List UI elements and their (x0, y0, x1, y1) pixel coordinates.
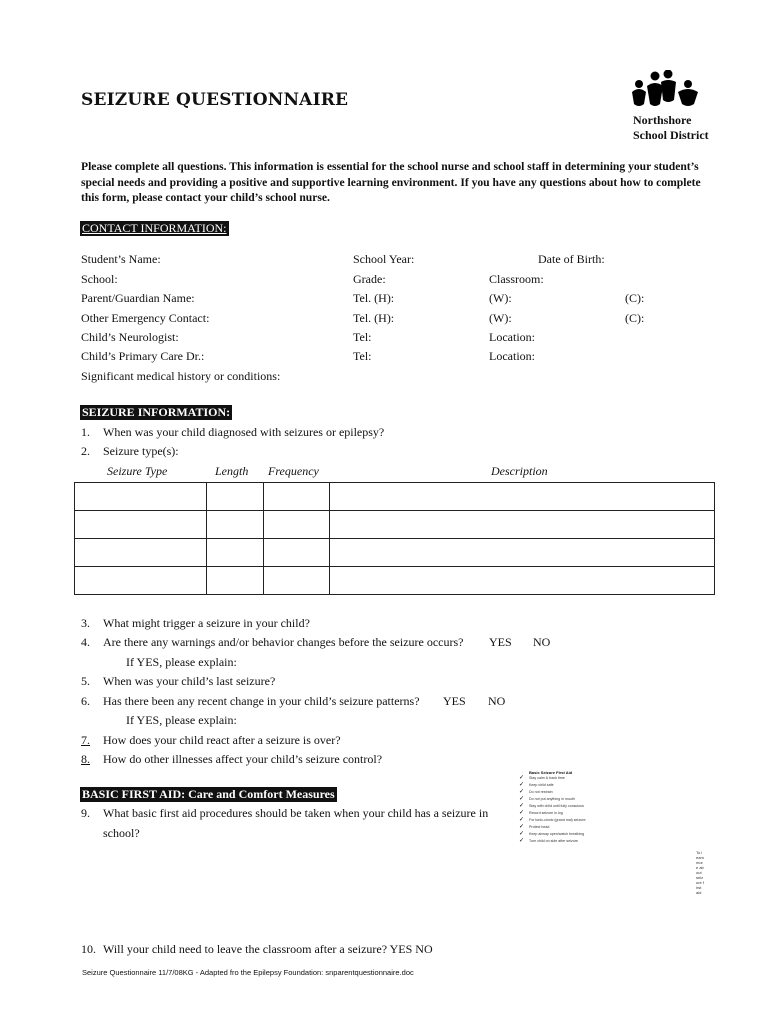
school-year-label: School Year: (353, 252, 415, 266)
column-description: Description (491, 464, 548, 478)
grade-label: Grade: (353, 272, 386, 286)
list-item (519, 831, 627, 838)
question-6-no-option[interactable]: NO (488, 694, 506, 708)
district-line2: School District (633, 128, 709, 142)
parent-tel-cell-label: (C): (625, 291, 645, 305)
question-10-no-option[interactable]: NO (415, 942, 433, 956)
list-item (519, 789, 627, 796)
question-6-text: Has there been any recent change in your child’s seizure patterns? (103, 694, 420, 708)
question-4 (81, 635, 464, 650)
question-10-text: Will your child need to leave the classroom after a seizure? (103, 942, 388, 956)
question-6 (81, 694, 420, 709)
description-cell[interactable] (330, 539, 715, 567)
question-4-yes-option[interactable]: YES (489, 635, 512, 649)
frequency-cell[interactable] (264, 539, 330, 567)
seizure-type-table (74, 482, 715, 595)
list-item (519, 824, 627, 831)
list-item-text: Do not put anything in mouth (529, 797, 575, 801)
list-item-text: Protect head (529, 825, 550, 829)
description-cell[interactable] (330, 567, 715, 595)
parent-label: Parent/Guardian Name: (81, 291, 195, 305)
school-label: School: (81, 272, 118, 286)
question-2-number: 2. (81, 444, 90, 458)
list-item (519, 838, 627, 845)
list-item-text: Stay calm & track time (529, 776, 565, 780)
question-6-number: 6. (81, 694, 90, 708)
first-aid-checklist (519, 770, 627, 848)
question-10-yes-option[interactable]: YES (389, 942, 413, 956)
list-item (519, 796, 627, 803)
footer-note: Seizure Questionnaire 11/7/08KG - Adapted fro the Epilepsy Foundation: snparentquestionnaire.doc (82, 968, 414, 977)
column-length: Length (215, 464, 249, 478)
question-9 (81, 806, 488, 821)
question-4-no-option[interactable]: NO (533, 635, 551, 649)
emergency-contact-label: Other Emergency Contact: (81, 311, 210, 325)
district-line1: Northshore (633, 113, 692, 127)
emergency-tel-cell-label: (C): (625, 311, 645, 325)
classroom-label: Classroom: (489, 272, 544, 286)
question-4-explain-label: If YES, please explain: (126, 655, 237, 669)
question-10-number: 10. (81, 942, 96, 956)
checkmark-icon: ✓ (519, 824, 525, 830)
neurologist-label: Child’s Neurologist: (81, 330, 179, 344)
frequency-cell[interactable] (264, 483, 330, 511)
question-10 (81, 942, 433, 957)
seizure-type-cell[interactable] (75, 511, 207, 539)
checkmark-icon: ✓ (519, 817, 525, 823)
length-cell[interactable] (207, 567, 264, 595)
seizure-heading: SEIZURE INFORMATION: (82, 405, 231, 419)
question-5 (81, 674, 275, 689)
list-item-text: Do not restrain (529, 790, 553, 794)
table-row (75, 483, 715, 511)
primary-care-label: Child’s Primary Care Dr.: (81, 349, 205, 363)
seizure-type-cell[interactable] (75, 539, 207, 567)
question-1 (81, 425, 384, 440)
question-1-text: When was your child diagnosed with seizures or epilepsy? (103, 425, 385, 439)
question-4-text: Are there any warnings and/or behavior changes before the seizure occurs? (103, 635, 464, 649)
question-8 (81, 752, 382, 767)
neurologist-location-label: Location: (489, 330, 535, 344)
neurologist-tel-label: Tel: (353, 330, 372, 344)
question-7-number: 7. (81, 733, 90, 747)
checkmark-icon: ✓ (519, 810, 525, 816)
contact-heading: CONTACT INFORMATION: (82, 221, 227, 235)
list-item (519, 817, 627, 824)
intro-paragraph: Please complete all questions. This information is essential for the school nurse and school staff in determining your student’s special needs and providing a positive and supportive learning environment. If you have any questions about how to complete this form, please contact your child’s school nurse. (81, 160, 701, 204)
list-item-text: Keep child safe (529, 783, 554, 787)
checkmark-icon: ✓ (519, 775, 525, 781)
seizure-type-cell[interactable] (75, 483, 207, 511)
list-item-text: Turn child on side after seizure (529, 839, 579, 843)
primary-care-location-label: Location: (489, 349, 535, 363)
parent-tel-work-label: (W): (489, 291, 512, 305)
frequency-cell[interactable] (264, 567, 330, 595)
list-item-text: Record seizure in log (529, 811, 563, 815)
list-item-text: Keep airway open/watch breathing (529, 832, 585, 836)
checkmark-icon: ✓ (519, 796, 525, 802)
list-item-text: For tonic-clonic (grand mal) seizure: (529, 818, 587, 822)
page-title: SEIZURE QUESTIONNAIRE (81, 90, 349, 110)
seizure-type-cell[interactable] (75, 567, 207, 595)
question-7 (81, 733, 341, 748)
district-name (633, 113, 709, 143)
question-9-text: What basic first aid procedures should be taken when your child has a seizure in (103, 806, 489, 820)
first-aid-checklist-title: Basic Seizure First Aid (529, 770, 573, 775)
frequency-cell[interactable] (264, 511, 330, 539)
question-7-text: How does your child react after a seizure is over? (103, 733, 341, 747)
question-3-text: What might trigger a seizure in your child? (103, 616, 310, 630)
question-3-number: 3. (81, 616, 90, 630)
parent-tel-home-label: Tel. (H): (353, 291, 395, 305)
question-1-number: 1. (81, 425, 90, 439)
length-cell[interactable] (207, 483, 264, 511)
question-8-number: 8. (81, 752, 90, 766)
list-item-text: Stay with child until fully conscious (529, 804, 584, 808)
emergency-tel-home-label: Tel. (H): (353, 311, 395, 325)
question-2 (81, 444, 179, 459)
question-5-number: 5. (81, 674, 90, 688)
column-frequency: Frequency (268, 464, 319, 478)
table-row (75, 511, 715, 539)
list-item (519, 782, 627, 789)
question-3 (81, 616, 310, 631)
checkmark-icon: ✓ (519, 782, 525, 788)
checkmark-icon: ✓ (519, 831, 525, 837)
list-item (519, 803, 627, 810)
medical-history-label: Significant medical history or conditions: (81, 369, 281, 383)
length-cell[interactable] (207, 539, 264, 567)
dob-label: Date of Birth: (538, 252, 605, 266)
table-row (75, 539, 715, 567)
description-cell[interactable] (330, 511, 715, 539)
district-logo (630, 70, 700, 112)
length-cell[interactable] (207, 511, 264, 539)
vertical-side-text: To learn more about seizure first aid (696, 850, 705, 895)
question-2-text: Seizure type(s): (103, 444, 179, 458)
checkmark-icon: ✓ (519, 789, 525, 795)
question-6-yes-option[interactable]: YES (443, 694, 466, 708)
column-seizure-type: Seizure Type (107, 464, 168, 478)
checkmark-icon: ✓ (519, 838, 525, 844)
description-cell[interactable] (330, 483, 715, 511)
first-aid-heading: BASIC FIRST AID: Care and Comfort Measures (82, 787, 335, 801)
table-row (75, 567, 715, 595)
emergency-tel-work-label: (W): (489, 311, 512, 325)
question-6-explain-label: If YES, please explain: (126, 713, 237, 727)
question-4-number: 4. (81, 635, 90, 649)
primary-care-tel-label: Tel: (353, 349, 372, 363)
question-8-text: How do other illnesses affect your child’s seizure control? (103, 752, 383, 766)
question-5-text: When was your child’s last seizure? (103, 674, 276, 688)
question-9-number: 9. (81, 806, 90, 820)
list-item (519, 775, 627, 782)
checkmark-icon: ✓ (519, 803, 525, 809)
question-9-text-continued: school? (103, 826, 140, 840)
student-name-label: Student’s Name: (81, 252, 161, 266)
list-item (519, 810, 627, 817)
